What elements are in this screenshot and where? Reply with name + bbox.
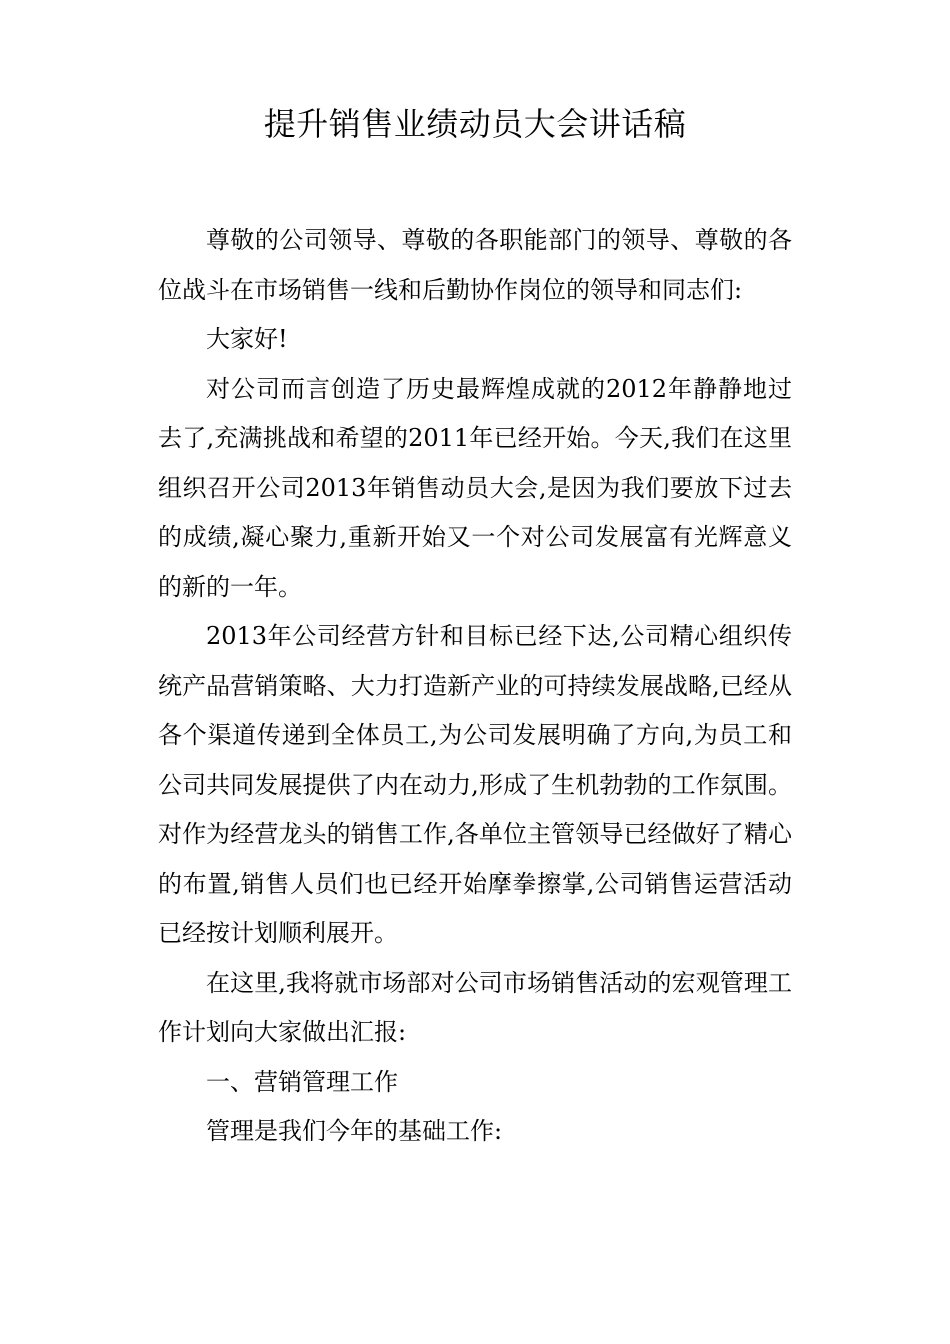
paragraph-report-intro: 在这里,我将就市场部对公司市场销售活动的宏观管理工作计划向大家做出汇报: (158, 968, 792, 1046)
paragraph-review: 对公司而言创造了历史最辉煌成就的2012年静静地过去了,充满挑战和希望的2011年已经开始。今天,我们在这里组织召开公司2013年销售动员大会,是因为我们要放下过去的成绩,凝心聚力,重新开始又一个对公司发展富有光辉意义的新的一年。 (158, 374, 792, 601)
paragraph-salutation: 尊敬的公司领导、尊敬的各职能部门的领导、尊敬的各位战斗在市场销售一线和后勤协作岗位的领导和同志们: (158, 226, 792, 304)
document-body (158, 216, 792, 1157)
paragraph-greeting: 大家好! (206, 325, 288, 353)
section-heading-marketing-management: 一、营销管理工作 (206, 1067, 398, 1096)
document-title: 提升销售业绩动员大会讲话稿 (263, 105, 687, 143)
paragraph-strategy: 2013年公司经营方针和目标已经下达,公司精心组织传统产品营销策略、大力打造新产业的可持续发展战略,已经从各个渠道传递到全体员工,为公司发展明确了方向,为员工和公司共同发展提供了内在动力,形成了生机勃勃的工作氛围。对作为经营龙头的销售工作,各单位主管领导已经做好了精心的布置,销售人员们也已经开始摩拳擦掌,公司销售运营活动已经按计划顺利展开。 (158, 622, 792, 947)
paragraph-management-basis: 管理是我们今年的基础工作: (206, 1117, 503, 1145)
